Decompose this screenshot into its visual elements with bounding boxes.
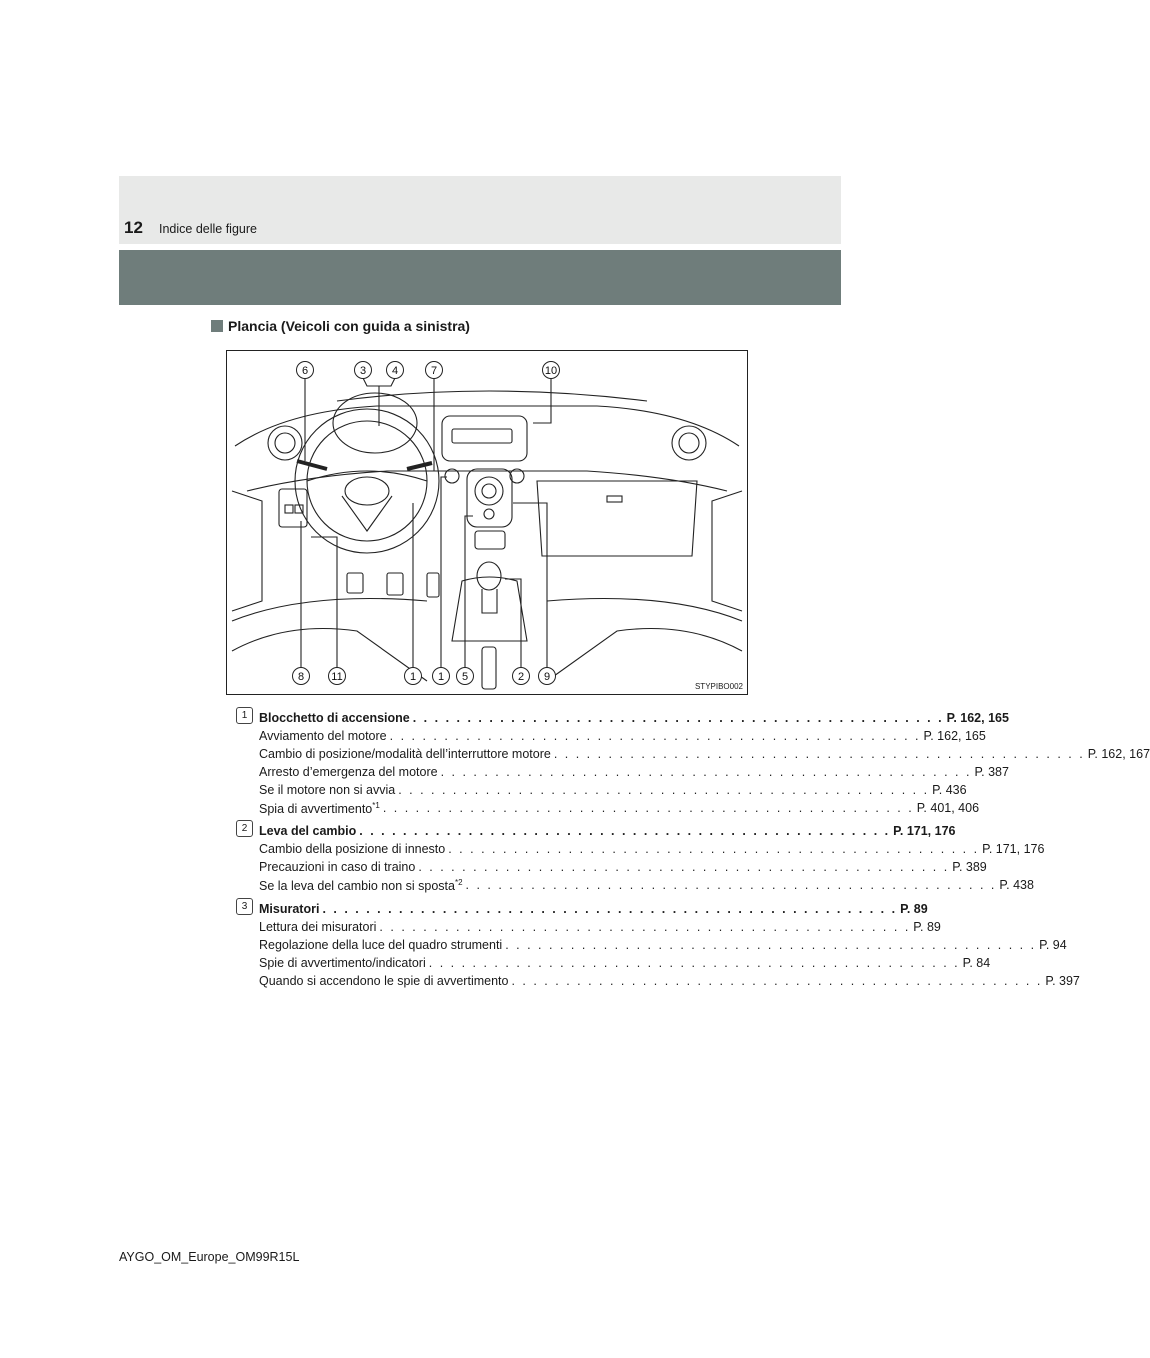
entry-line: Misuratori . . . . . . . . . . . . . . . . . . . . . . . . . . . . . . . . . . . . . . . . . . . . . . . . . . . . . P. 89: [259, 902, 928, 916]
callout-label: 9: [543, 671, 551, 683]
callout-label: 10: [544, 365, 558, 377]
callout-label: 2: [517, 671, 525, 683]
entry-line: Blocchetto di accensione . . . . . . . . . . . . . . . . . . . . . . . . . . . . . . . . . . . . . . . . . . . . . . . . . P. 162, 165: [259, 711, 1009, 725]
page-title: Indice delle figure: [159, 222, 257, 236]
callout-label: 7: [430, 365, 438, 377]
entry-line: Quando si accendono le spie di avvertimento . . . . . . . . . . . . . . . . . . . . . . . . . . . . . . . . . . . . . . . . . . . . . . . . . P. 397: [259, 974, 1080, 988]
footer-code: AYGO_OM_Europe_OM99R15L: [119, 1250, 300, 1264]
entry-line: Cambio della posizione di innesto . . . . . . . . . . . . . . . . . . . . . . . . . . . . . . . . . . . . . . . . . . . . . . . . . P. 171, 176: [259, 842, 1045, 856]
entry-line: Cambio di posizione/modalità dell’interruttore motore . . . . . . . . . . . . . . . . . . . . . . . . . . . . . . . . . . . . . . . . . . . . . . . . . P. 162, 167: [259, 747, 1150, 761]
entry-line: Avviamento del motore . . . . . . . . . . . . . . . . . . . . . . . . . . . . . . . . . . . . . . . . . . . . . . . . . P. 162, 165: [259, 729, 986, 743]
entry-number: 1: [236, 707, 253, 724]
section-square-icon: [211, 320, 223, 332]
entry-line: Se la leva del cambio non si sposta$^{*2}$ . . . . . . . . . . . . . . . . . . . . . . . . . . . . . . . . . . . . . . . . . . . . . . . . . P. 438: [259, 878, 1034, 894]
callout-label: 1: [437, 671, 445, 683]
entry-line: Regolazione della luce del quadro strumenti . . . . . . . . . . . . . . . . . . . . . . . . . . . . . . . . . . . . . . . . . . . . . . . . . P. 94: [259, 938, 1067, 952]
callout-label: 8: [297, 671, 305, 683]
callout-label: 1: [409, 671, 417, 683]
page-number: 12: [124, 218, 143, 237]
dashboard-illustration: [227, 351, 747, 694]
figure-code: STYPIBO002: [694, 682, 743, 691]
entry-line: Leva del cambio . . . . . . . . . . . . . . . . . . . . . . . . . . . . . . . . . . . . . . . . . . . . . . . . . P. 171, 176: [259, 824, 956, 838]
entry-line: Se il motore non si avvia . . . . . . . . . . . . . . . . . . . . . . . . . . . . . . . . . . . . . . . . . . . . . . . . . P. 436: [259, 783, 967, 797]
section-title-text: Plancia (Veicoli con guida a sinistra): [228, 318, 470, 334]
callout-label: 11: [331, 671, 343, 683]
entry-number: 2: [236, 820, 253, 837]
entry-line: Lettura dei misuratori . . . . . . . . . . . . . . . . . . . . . . . . . . . . . . . . . . . . . . . . . . . . . . . . . P. 89: [259, 920, 941, 934]
dashboard-figure: [226, 350, 748, 695]
callout-label: 5: [461, 671, 469, 683]
entry-line: Spia di avvertimento$^{*1}$ . . . . . . . . . . . . . . . . . . . . . . . . . . . . . . . . . . . . . . . . . . . . . . . . . P. 401, 406: [259, 801, 980, 817]
callout-label: 6: [301, 365, 309, 377]
callout-label: 4: [391, 365, 399, 377]
entry-line: Precauzioni in caso di traino . . . . . . . . . . . . . . . . . . . . . . . . . . . . . . . . . . . . . . . . . . . . . . . . . P. 389: [259, 860, 987, 874]
entry-number: 3: [236, 898, 253, 915]
entry-line: Arresto d’emergenza del motore . . . . . . . . . . . . . . . . . . . . . . . . . . . . . . . . . . . . . . . . . . . . . . . . . P. 387: [259, 765, 1009, 779]
callout-label: 3: [359, 365, 367, 377]
entry-line: Spie di avvertimento/indicatori . . . . . . . . . . . . . . . . . . . . . . . . . . . . . . . . . . . . . . . . . . . . . . . . . P. 84: [259, 956, 991, 970]
header-dark-band: [119, 250, 841, 305]
section-title: [211, 318, 470, 334]
